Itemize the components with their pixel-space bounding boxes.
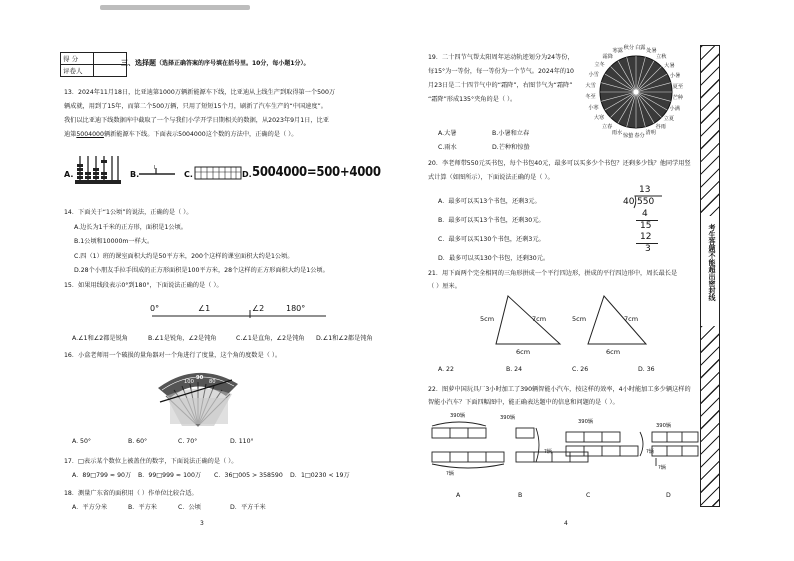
triangle-1-side-b: 7cm — [532, 315, 547, 323]
solar-term-label: 惊蛰 — [622, 132, 634, 139]
solar-term-label: 小雪 — [588, 71, 599, 78]
score-cell: 得 分 — [61, 53, 94, 65]
score-table — [60, 52, 127, 77]
diagram-a-top-label: 390辆 — [450, 413, 466, 419]
triangle-2-side-a: 5cm — [572, 315, 587, 323]
question-13: 13．2024年11月18日，比亚迪第1000万辆新能源车下线，比亚迪从上线生产到取得第一个500万 辆成就，用到了15年，而第二个500万辆，只用了短短15个月，刷新了汽车生产的“中国速度”。 我们以比亚迪下线数据库中截取了一个与我们小学开学日期相关的数据，从2023年9月1日，比亚 迪第5004000辆新能源车下线。下面表示5004000这个数的方法中，正确的是（ ）。 — [64, 89, 336, 138]
equation-text: 5004000=500+4000 — [252, 165, 381, 180]
triangle-2-side-b: 7cm — [624, 315, 639, 323]
solar-term-label: 小寒 — [588, 105, 599, 112]
question-14: 14．下面关于“1公顷”的说法，正确的是（ ）。 A.边长为1千米的正方形，面积是1公顷。 B.1公顷和10000m一样大。 C.四（1）班的课室面积大约是50平方米，200个这样的课室面积大约是1公顷。 D.28个小朋友手拉手围成的正方形面积是100平方米，28个这样的正方形面积大约是1公顷。 15．如果用线段表示0°到180°，下面说法正确的是（ ）。 — [64, 209, 329, 289]
solar-term-label: 夏至 — [672, 83, 684, 90]
q20-options: A．最多可以买13个书包，还剩3元。 B．最多可以买13个书包，还剩30元。 C．最多可以买130个书包，还剩3元。 D．最多可以买130个书包，还剩30元。 — [438, 198, 550, 262]
question-18: 18．测量广东省的面积用（ ）作单位比较合适。 — [64, 490, 198, 497]
solar-term-label: 白露 — [635, 45, 646, 52]
solar-term-label: 清明 — [645, 129, 656, 136]
page-number-left: 3 — [200, 520, 204, 527]
question-16: 16．小盒老师用一个破损的量角器对一个角进行了度量，这个角的度数是（ ）。 — [64, 352, 282, 359]
solar-term-label: 谷雨 — [655, 124, 666, 131]
solar-term-label: 春分 — [634, 132, 645, 139]
solar-term-label: 冬至 — [585, 94, 596, 101]
protractor-label-80: 80 — [209, 379, 216, 385]
digit-table-icon — [194, 166, 242, 180]
long-division: 13 40 550 4 15 12 3 — [620, 185, 670, 255]
solar-term-label: 立冬 — [594, 61, 605, 68]
diagram-d-top-label: 390辆 — [656, 423, 672, 429]
diagram-a-bottom-label: ?辆 — [446, 471, 454, 477]
angle-ruler: 0° ∠1 ∠2 180° — [150, 304, 306, 313]
q13-options: A. B. I C. D. 5004000=500+4000 — [64, 150, 384, 190]
solar-term-label: 寒露 — [612, 48, 623, 55]
question-21: 21．用下面两个完全相同的三角形拼成一个平行四边形，拼成的平行四边形中，周长最长是 （ ）厘米。 — [428, 270, 678, 290]
svg-text:I: I — [154, 165, 156, 171]
solar-term-label: 处暑 — [646, 48, 657, 55]
solar-term-label: 小暑 — [669, 72, 681, 79]
diagram-b-side-label: ?辆 — [544, 449, 552, 455]
solar-term-label: 立秋 — [656, 54, 667, 61]
triangle-2-side-c: 6cm — [606, 348, 621, 356]
triangle-1-side-c: 6cm — [516, 348, 531, 356]
question-20: 20．李老师带550元买书包，每个书包40元，最多可以买多少个书包？还剩多少钱？他同学用竖 式计算（如图所示），下面说法正确的是（ ）。 — [428, 160, 691, 181]
triangle-2 — [586, 292, 648, 348]
diagram-a-label: A — [456, 492, 461, 499]
solar-term-label: 秋分 — [623, 45, 635, 52]
broken-protractor-image — [152, 362, 242, 428]
seal-line-strip — [700, 45, 720, 507]
question-19: 19．二十四节气帮太阳周年运动轨迹划分为24等份， 每15°为一等份，每一等份为一个节气。2024年的10 月23日是二十四节气中的“霜降”，右图节气为“霜降” “霜降”形成135°夹角的是（ ）。 — [428, 54, 574, 103]
diagram-b-label: B — [518, 492, 523, 499]
solar-term-label: 大寒 — [593, 115, 605, 122]
solar-term-label: 大暑 — [664, 62, 675, 69]
page-number-right: 4 — [564, 520, 568, 527]
solar-term-label: 霜降 — [602, 53, 613, 60]
solar-term-label: 立春 — [601, 123, 613, 130]
diagram-d-label: D — [666, 492, 671, 499]
number-line-icon — [138, 164, 176, 180]
wheel-hub — [634, 90, 639, 95]
diagram-d-bottom-label: ?辆 — [658, 465, 666, 471]
question-17: 17．□表示某个数位上被盖住的数字，下面说法正确的是（ ）。 — [64, 458, 238, 465]
triangle-1 — [494, 292, 562, 348]
abacus-icon — [74, 152, 122, 186]
protractor-label-90: 90 — [196, 375, 204, 381]
diagram-c-label: C — [586, 492, 591, 499]
triangle-1-side-a: 5cm — [480, 315, 495, 323]
solar-term-label: 立夏 — [663, 116, 675, 123]
diagram-c-top-label: 390辆 — [578, 419, 594, 425]
section-heading: 三、选择题（选择正确答案的序号填在括号里。10分，每小题1分）。 — [121, 59, 310, 67]
question-22: 22．图萝中国玩具厂3小时加工了390辆智能小汽车，按这样的效率，4小时能加工多少辆这样的 智能小汽车？下面四幅图中，能正确表达题中的信息和问题的是（ ）。 — [428, 386, 691, 406]
solar-term-label: 芒种 — [672, 95, 683, 102]
grader-cell: 评卷人 — [61, 65, 94, 77]
seal-line-text: 考生答题不能超出密封线 — [708, 224, 716, 301]
solar-term-label: 小满 — [669, 106, 680, 113]
diagram-c-side-label: ?辆 — [646, 449, 654, 455]
top-scroll-bar — [100, 5, 250, 10]
solar-term-label: 大雪 — [585, 82, 596, 89]
protractor-label-100: 100 — [184, 379, 194, 385]
diagram-b-top-label: 390辆 — [500, 415, 516, 421]
solar-term-label: 雨水 — [611, 129, 623, 136]
